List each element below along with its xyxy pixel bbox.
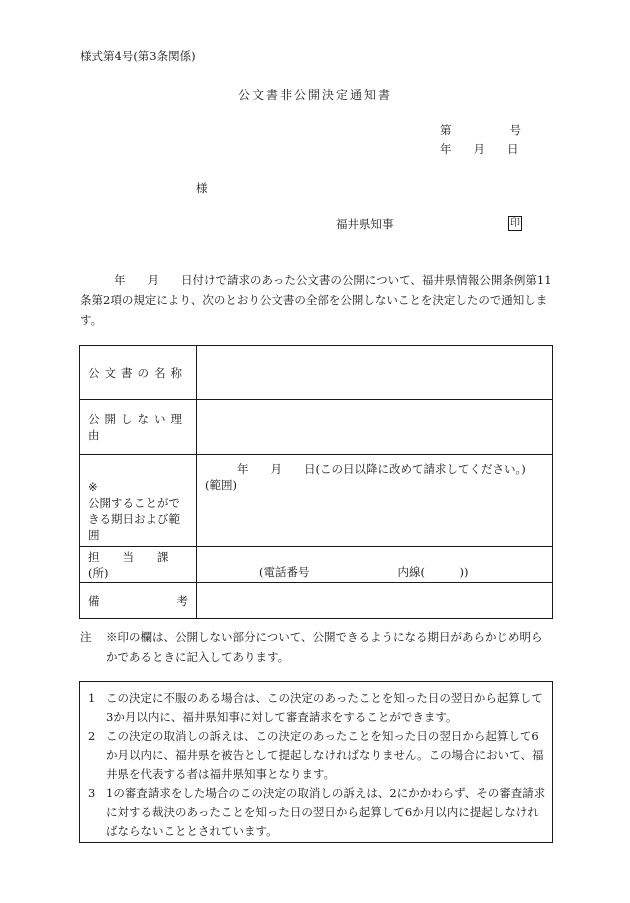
dai-label: 第 <box>440 123 452 137</box>
notice-number: 1 <box>88 691 96 705</box>
body-year: 年 <box>114 273 126 287</box>
month-label: 月 <box>473 142 485 156</box>
disclosure-date-value <box>197 455 553 547</box>
note-mark: ※ <box>88 480 98 494</box>
remarks-value <box>197 583 553 619</box>
body-month: 月 <box>147 273 159 287</box>
notice-number: 3 <box>88 786 96 800</box>
document-title: 公文書非公開決定通知書 <box>237 88 392 102</box>
list-item <box>88 689 546 727</box>
reason-value <box>197 400 553 455</box>
row3-year: 年 <box>237 462 249 476</box>
decision-table <box>79 345 553 619</box>
form-number: 様式第4号(第3条関係) <box>80 49 196 63</box>
remarks-label <box>80 583 197 619</box>
notice-text: この決定に不服のある場合は、この決定のあったことを知った日の翌日から起算して3か月以内に、福井県知事に対して審査請求をすることができます。 <box>106 691 543 724</box>
footnote-text: ※印の欄は、公開しない部分について、公開できるようになる期日があらかじめ明らかであるときに記入してあります。 <box>106 630 543 664</box>
issuer-name: 福井県知事 <box>336 217 394 231</box>
seal-mark: 印 <box>510 218 520 229</box>
day-label: 日 <box>507 142 519 156</box>
table-row <box>80 547 553 583</box>
section-value <box>197 547 553 583</box>
table-row <box>80 583 553 619</box>
table-row <box>80 346 553 400</box>
notice-number: 2 <box>88 729 96 743</box>
row3-day-text: 日(この日以降に改めて請求してください。) <box>304 462 526 476</box>
notice-text: この決定の取消しの訴えは、この決定のあったことを知った日の翌日から起算して6か月以内に、福井県を被告として提起しなければなりません。この場合において、福井県を代表する者は福井県知事となります。 <box>106 729 544 781</box>
table-row <box>80 400 553 455</box>
reason-label: 公開しない理由 <box>80 400 197 455</box>
footnote-prefix: 注 <box>80 630 92 644</box>
table-row <box>80 455 553 547</box>
disclosure-date-label <box>80 455 197 547</box>
body-text: 日付けで請求のあった公文書の公開について、福井県情報公開条例第11条第2項の規定により、次のとおり公文書の全部を公開しないことを決定したので通知します。 <box>80 273 552 327</box>
body-paragraph <box>80 270 552 330</box>
list-item <box>88 784 546 841</box>
phone-label: (電話番号 <box>259 565 310 579</box>
section-label: 担 当 課(所) <box>80 547 197 583</box>
document-name-value <box>197 346 553 400</box>
remarks-label-right: 考 <box>176 593 188 608</box>
list-item <box>88 727 546 784</box>
issue-date-line <box>440 143 519 157</box>
remarks-label-left: 備 <box>88 593 100 608</box>
appeal-notice-box <box>79 681 553 843</box>
year-label: 年 <box>440 142 452 156</box>
document-name-label: 公文書の名称 <box>80 346 197 400</box>
disclosure-date-label-text: 公開することができる期日および範囲 <box>88 496 180 542</box>
extension-label: 内線( )) <box>397 565 469 579</box>
notice-text: 1の審査請求をした場合のこの決定の取消しの訴えは、2にかかわらず、その審査請求に対する裁決のあったことを知った日の翌日から起算して6か月以内に提起しなければならないこととされています。 <box>106 786 546 838</box>
gou-label: 号 <box>509 123 521 137</box>
row3-month: 月 <box>270 462 282 476</box>
range-label: (範囲) <box>205 478 237 492</box>
addressee-suffix: 様 <box>196 181 208 195</box>
document-number-line <box>440 124 521 138</box>
footnote <box>80 627 552 667</box>
